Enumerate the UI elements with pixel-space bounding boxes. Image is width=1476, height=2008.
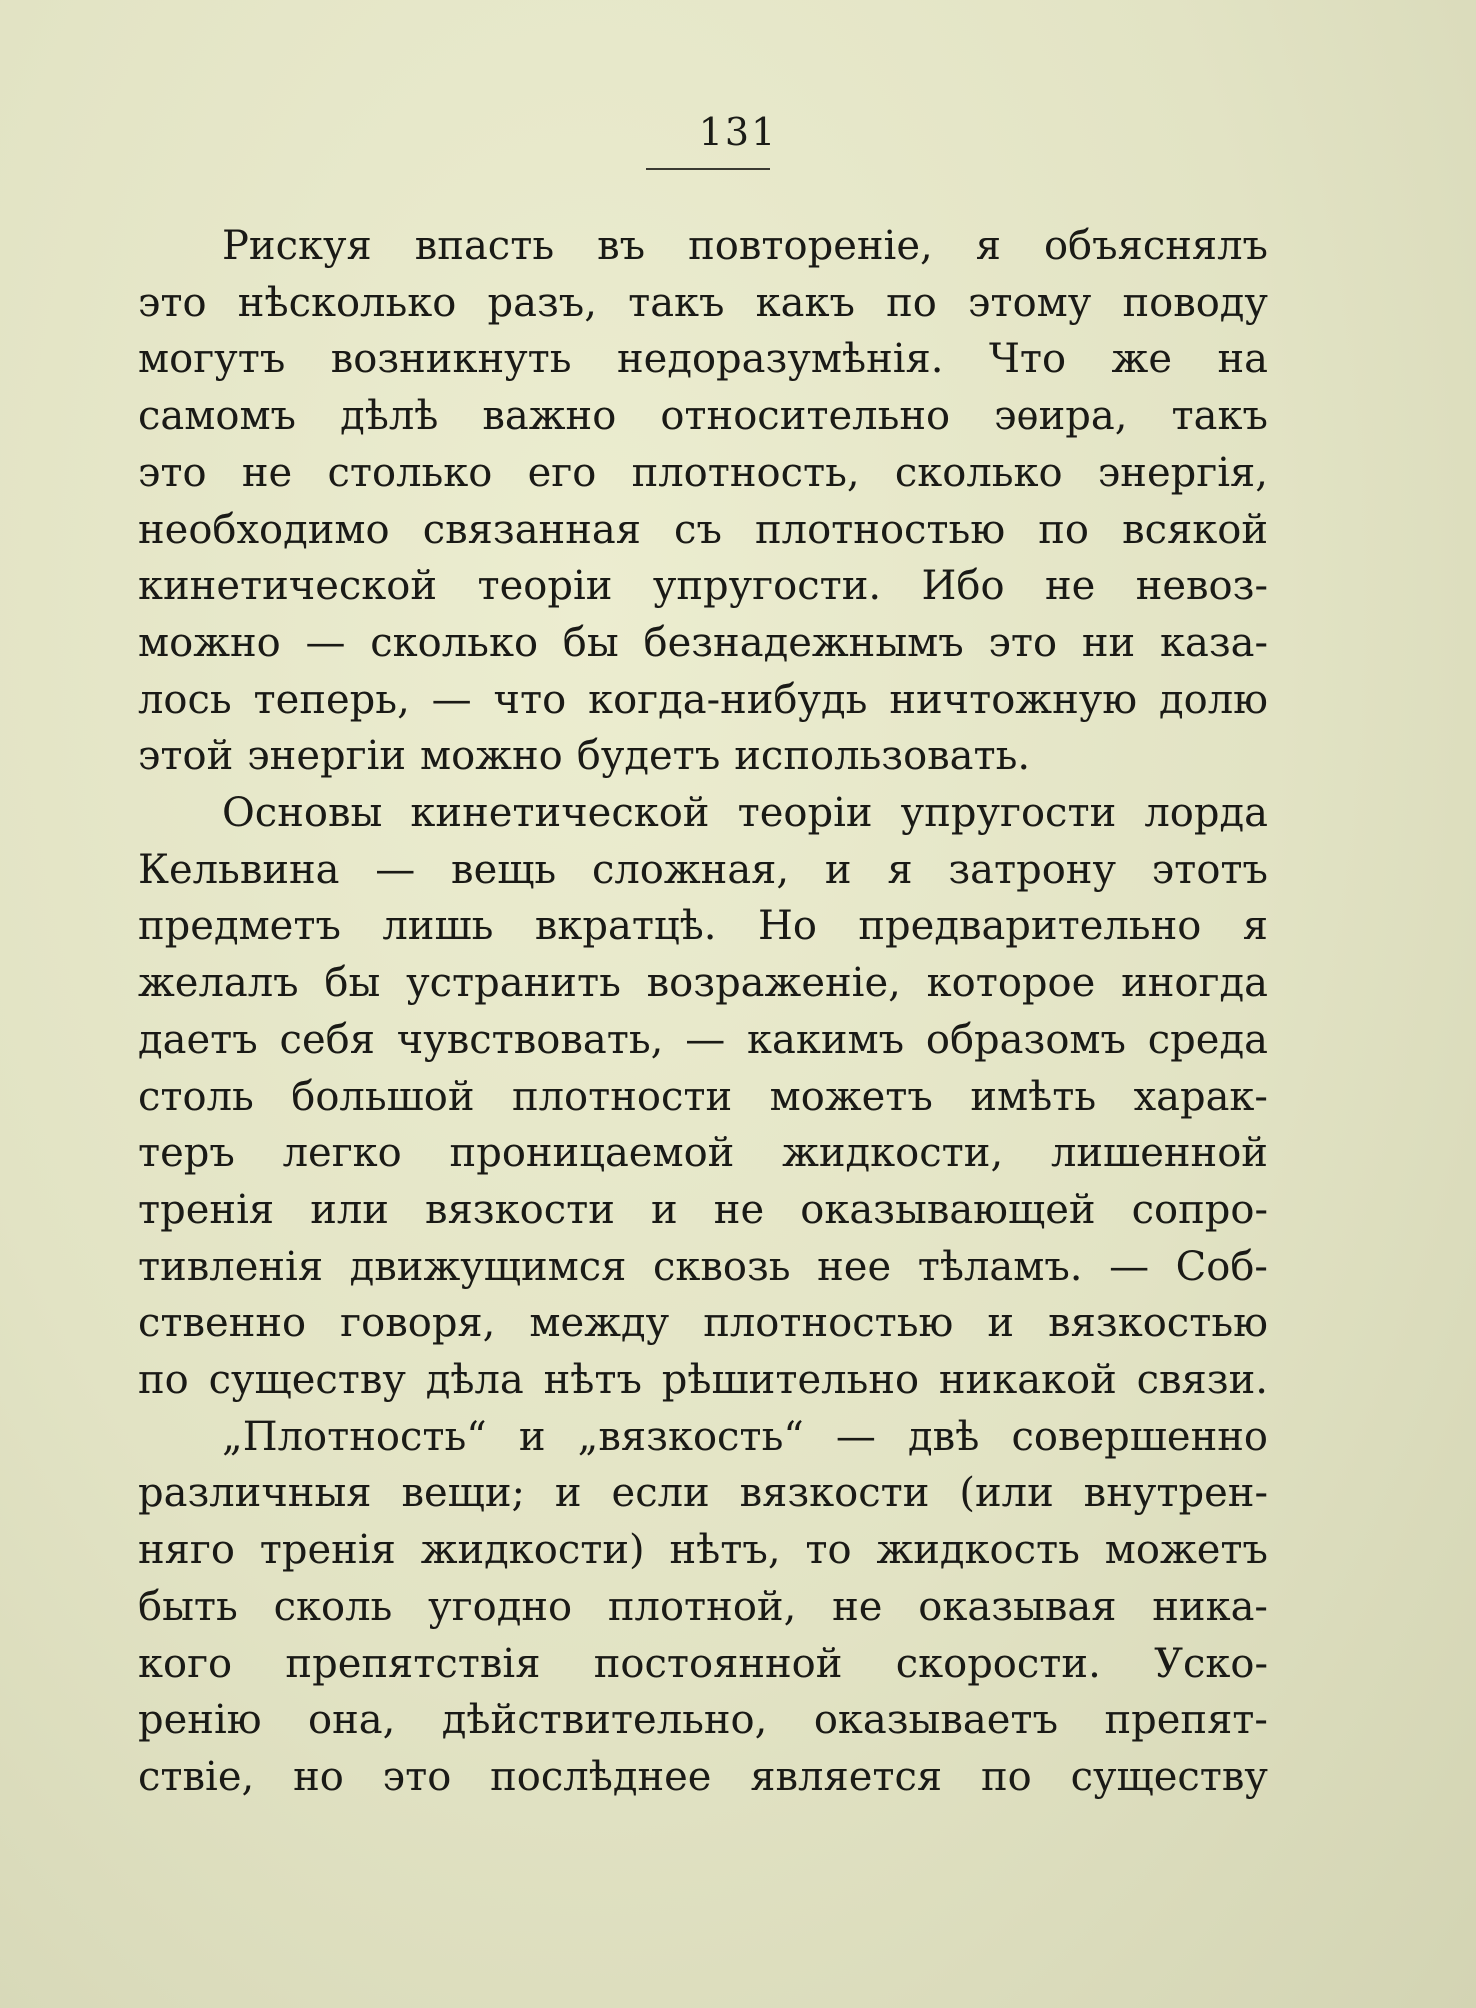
word: угодно bbox=[428, 1584, 573, 1630]
word: внутрен- bbox=[1083, 1470, 1268, 1516]
word: жидкости) bbox=[420, 1527, 645, 1573]
page-number: 131 bbox=[698, 110, 778, 154]
text-line bbox=[222, 1411, 1268, 1463]
text-line bbox=[138, 1184, 1268, 1236]
word: она, bbox=[308, 1697, 396, 1743]
word: — bbox=[431, 677, 472, 723]
word: или bbox=[310, 1187, 389, 1233]
word: эѳира, bbox=[994, 393, 1128, 439]
text-line bbox=[138, 1297, 1268, 1349]
word: предметъ bbox=[138, 903, 341, 949]
word: ника- bbox=[1152, 1584, 1268, 1630]
word: на bbox=[1217, 336, 1268, 382]
word: теръ bbox=[138, 1130, 235, 1176]
word: сколь bbox=[273, 1584, 393, 1630]
word: говоря, bbox=[340, 1300, 496, 1346]
word: нее bbox=[817, 1244, 892, 1290]
word: Соб- bbox=[1175, 1244, 1268, 1290]
word: рѣшительно bbox=[661, 1357, 920, 1403]
word: бы bbox=[324, 960, 381, 1006]
text-line bbox=[138, 1354, 1268, 1406]
word: долю bbox=[1158, 677, 1268, 723]
word: сколько bbox=[894, 450, 1063, 496]
word: оказывая bbox=[918, 1584, 1117, 1630]
word: и bbox=[554, 1470, 582, 1516]
word: плотной, bbox=[607, 1584, 797, 1630]
word: относительно bbox=[660, 393, 951, 439]
word: ничтожную bbox=[889, 677, 1138, 723]
word: плотности bbox=[511, 1074, 733, 1120]
word: можно bbox=[138, 620, 281, 666]
word: сквозь bbox=[652, 1244, 791, 1290]
word: столь bbox=[138, 1074, 254, 1120]
word: я bbox=[887, 847, 913, 893]
word: имѣть bbox=[970, 1074, 1097, 1120]
word: необходимо bbox=[138, 507, 390, 553]
text-line bbox=[138, 504, 1268, 556]
word: послѣднее bbox=[490, 1754, 712, 1800]
word: по bbox=[886, 280, 937, 326]
word: легко bbox=[282, 1130, 402, 1176]
word: кинетической bbox=[138, 563, 438, 609]
word: плотностью bbox=[703, 1300, 954, 1346]
word: — bbox=[685, 1017, 726, 1063]
word: возникнуть bbox=[330, 336, 572, 382]
word: и bbox=[987, 1300, 1015, 1346]
word: можетъ bbox=[1104, 1527, 1268, 1573]
word: что bbox=[493, 677, 567, 723]
word: то bbox=[805, 1527, 852, 1573]
word: скорости. bbox=[895, 1641, 1101, 1687]
word: недоразумѣнія. bbox=[617, 336, 944, 382]
word: никакой bbox=[938, 1357, 1117, 1403]
word: это bbox=[138, 450, 207, 496]
word: по bbox=[1038, 507, 1089, 553]
word: — bbox=[305, 620, 346, 666]
word: — bbox=[375, 847, 416, 893]
word: большой bbox=[291, 1074, 475, 1120]
word: Но bbox=[757, 903, 817, 949]
text-line bbox=[138, 447, 1268, 499]
word: чувствовать, bbox=[396, 1017, 664, 1063]
word: ственно bbox=[138, 1300, 307, 1346]
word: не bbox=[1044, 563, 1096, 609]
word: ствіе, bbox=[138, 1754, 255, 1800]
word: какъ bbox=[755, 280, 855, 326]
word: существу bbox=[208, 1357, 406, 1403]
text-line bbox=[138, 957, 1268, 1009]
word: (или bbox=[959, 1470, 1054, 1516]
word: этой bbox=[138, 733, 234, 779]
word: дѣла bbox=[425, 1357, 524, 1403]
word: безнадежнымъ bbox=[643, 620, 964, 666]
text-line bbox=[138, 674, 1268, 726]
text-line bbox=[138, 1751, 1268, 1803]
word: энергіи bbox=[247, 733, 407, 779]
text-line bbox=[138, 1694, 1268, 1746]
text-line bbox=[138, 1524, 1268, 1576]
word: сколько bbox=[370, 620, 539, 666]
word: и bbox=[651, 1187, 678, 1233]
word: среда bbox=[1147, 1017, 1268, 1063]
word: Уско- bbox=[1154, 1641, 1268, 1687]
word: лишь bbox=[382, 903, 494, 949]
word: повтореніе, bbox=[688, 223, 933, 269]
word: если bbox=[611, 1470, 710, 1516]
word: по bbox=[138, 1357, 189, 1403]
text-line bbox=[138, 1638, 1268, 1690]
word: вязкостью bbox=[1048, 1300, 1268, 1346]
word: лишенной bbox=[1050, 1130, 1268, 1176]
word: объяснялъ bbox=[1043, 223, 1268, 269]
word: такъ bbox=[1171, 393, 1268, 439]
word: препятствія bbox=[285, 1641, 541, 1687]
word: лось bbox=[138, 677, 232, 723]
word: могутъ bbox=[138, 336, 286, 382]
text-line bbox=[138, 1581, 1268, 1633]
word: движущимся bbox=[349, 1244, 627, 1290]
word: „Плотность“ bbox=[222, 1414, 487, 1460]
word: жидкости, bbox=[782, 1130, 1004, 1176]
word: столько bbox=[327, 450, 493, 496]
word: нѣтъ, bbox=[669, 1527, 781, 1573]
word: этому bbox=[968, 280, 1092, 326]
text-line bbox=[138, 1127, 1268, 1179]
word: важно bbox=[482, 393, 617, 439]
word: въ bbox=[597, 223, 646, 269]
text-line bbox=[138, 730, 1268, 782]
word: ренію bbox=[138, 1697, 262, 1743]
word: „вязкость“ bbox=[577, 1414, 804, 1460]
word: будетъ bbox=[576, 733, 721, 779]
word: которое bbox=[926, 960, 1096, 1006]
word: оказываетъ bbox=[813, 1697, 1059, 1743]
word: тренія bbox=[259, 1527, 396, 1573]
word: бы bbox=[562, 620, 619, 666]
word: Рискуя bbox=[222, 223, 372, 269]
word: харак- bbox=[1133, 1074, 1268, 1120]
word: теперь, bbox=[253, 677, 410, 723]
word: дѣйствительно, bbox=[441, 1697, 768, 1743]
word: упругости. bbox=[652, 563, 882, 609]
word: самомъ bbox=[138, 393, 297, 439]
word: и bbox=[518, 1414, 546, 1460]
word: вязкости bbox=[739, 1470, 930, 1516]
word: быть bbox=[138, 1584, 238, 1630]
word: — bbox=[835, 1414, 876, 1460]
word: упругости bbox=[900, 790, 1117, 836]
word: ни bbox=[1081, 620, 1136, 666]
word: когда-нибудь bbox=[588, 677, 868, 723]
text-line bbox=[222, 220, 1268, 272]
word: тѣламъ. bbox=[917, 1244, 1083, 1290]
word: такъ bbox=[628, 280, 725, 326]
word: дѣлѣ bbox=[340, 393, 439, 439]
word: плотность, bbox=[631, 450, 860, 496]
word: разъ, bbox=[487, 280, 597, 326]
word: няго bbox=[138, 1527, 235, 1573]
word: вещь bbox=[451, 847, 557, 893]
word: кого bbox=[138, 1641, 233, 1687]
word: какимъ bbox=[747, 1017, 905, 1063]
word: вещи; bbox=[401, 1470, 525, 1516]
text-line bbox=[138, 844, 1268, 896]
word: устранить bbox=[406, 960, 621, 1006]
text-line bbox=[138, 1467, 1268, 1519]
word: тивленія bbox=[138, 1244, 324, 1290]
word: различныя bbox=[138, 1470, 372, 1516]
text-line bbox=[138, 1071, 1268, 1123]
word: этотъ bbox=[1151, 847, 1268, 893]
word: двѣ bbox=[908, 1414, 980, 1460]
text-line bbox=[138, 390, 1268, 442]
text-line bbox=[138, 333, 1268, 385]
word: можетъ bbox=[769, 1074, 933, 1120]
word: я bbox=[1242, 903, 1268, 949]
word: использовать. bbox=[734, 733, 1031, 779]
word: возраженіе, bbox=[646, 960, 901, 1006]
word: нѣсколько bbox=[237, 280, 457, 326]
word: — bbox=[1109, 1244, 1150, 1290]
word: сопро- bbox=[1131, 1187, 1268, 1233]
word: даетъ bbox=[138, 1017, 258, 1063]
word: поводу bbox=[1122, 280, 1268, 326]
text-line bbox=[222, 787, 1268, 839]
word: жидкость bbox=[876, 1527, 1080, 1573]
text-line bbox=[138, 1241, 1268, 1293]
word: Основы bbox=[222, 790, 383, 836]
word: но bbox=[293, 1754, 344, 1800]
text-line bbox=[138, 560, 1268, 612]
word: невоз- bbox=[1135, 563, 1268, 609]
word: постоянной bbox=[593, 1641, 843, 1687]
word: я bbox=[975, 223, 1001, 269]
word: препят- bbox=[1104, 1697, 1268, 1743]
word: тренія bbox=[138, 1187, 275, 1233]
word: всякой bbox=[1122, 507, 1268, 553]
word: является bbox=[750, 1754, 943, 1800]
word: это bbox=[138, 280, 207, 326]
word: между bbox=[529, 1300, 670, 1346]
word: Кельвина bbox=[138, 847, 340, 893]
word: связанная bbox=[422, 507, 641, 553]
word: каза- bbox=[1159, 620, 1268, 666]
word: желалъ bbox=[138, 960, 299, 1006]
word: съ bbox=[674, 507, 722, 553]
word: энергія, bbox=[1097, 450, 1268, 496]
word: это bbox=[988, 620, 1058, 666]
word: кинетической bbox=[410, 790, 710, 836]
word: и bbox=[824, 847, 852, 893]
word: впасть bbox=[414, 223, 555, 269]
word: не bbox=[713, 1187, 765, 1233]
word: лорда bbox=[1144, 790, 1268, 836]
text-line bbox=[138, 900, 1268, 952]
word: это bbox=[382, 1754, 452, 1800]
word: теоріи bbox=[737, 790, 873, 836]
word: Что bbox=[988, 336, 1067, 382]
word: по bbox=[980, 1754, 1032, 1800]
word: не bbox=[832, 1584, 883, 1630]
word: образомъ bbox=[925, 1017, 1126, 1063]
word: вязкости bbox=[425, 1187, 615, 1233]
word: существу bbox=[1070, 1754, 1268, 1800]
word: предварительно bbox=[858, 903, 1202, 949]
word: связи. bbox=[1136, 1357, 1268, 1403]
text-line bbox=[138, 277, 1268, 329]
word: нѣтъ bbox=[543, 1357, 642, 1403]
text-line bbox=[138, 617, 1268, 669]
word: совершенно bbox=[1011, 1414, 1268, 1460]
word: себя bbox=[279, 1017, 375, 1063]
word: Ибо bbox=[921, 563, 1005, 609]
word: сложная, bbox=[591, 847, 790, 893]
word: его bbox=[527, 450, 597, 496]
word: не bbox=[241, 450, 293, 496]
word: иногда bbox=[1121, 960, 1268, 1006]
word: же bbox=[1111, 336, 1173, 382]
word: оказывающей bbox=[800, 1187, 1096, 1233]
text-line bbox=[138, 1014, 1268, 1066]
word: плотностью bbox=[755, 507, 1006, 553]
word: вкратцѣ. bbox=[534, 903, 717, 949]
word: проницаемой bbox=[449, 1130, 735, 1176]
word: можно bbox=[420, 733, 563, 779]
word: затрону bbox=[948, 847, 1117, 893]
word: теоріи bbox=[477, 563, 613, 609]
